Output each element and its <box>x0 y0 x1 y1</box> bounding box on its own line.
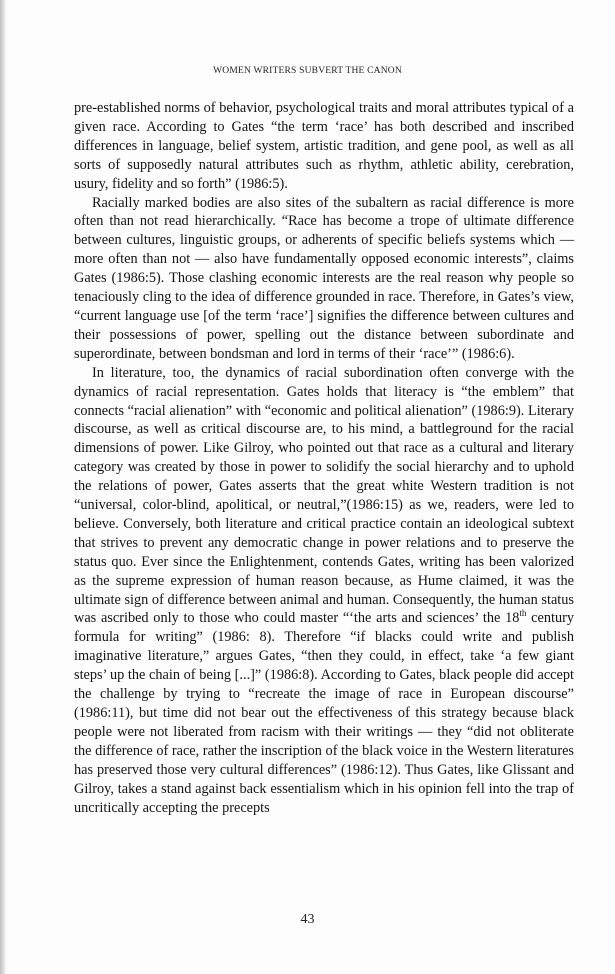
ordinal-suffix: th <box>519 608 527 619</box>
paragraph-3 <box>74 364 574 818</box>
paragraph-1: pre-established norms of behavior, psychological traits and moral attributes typical of a given race. According to Gates “the term ‘race’ has both described and inscribed differences in language, belief system, artistic tradition, and gene pool, as well as all sorts of supposedly natural attributes such as rhythm, athletic ability, cerebration, usury, fidelity and so forth” (1986:5). <box>74 100 574 192</box>
page-number: 43 <box>300 912 315 927</box>
paragraph-2: Racially marked bodies are also sites of the subaltern as racial difference is more often than not read hierarchically. “Race has become a trope of ultimate difference between cultures, linguistic groups, or adherents of specific beliefs systems which — more often than not — also have fundamentally opposed economic interests”, claims Gates (1986:5). Those clashing economic interests are the real reason why people so tenaciously cling to the idea of difference grounded in race. Therefore, in Gates’s view, “current language use [of the term ‘race’] signifies the difference between cultures and their possessions of power, spelling out the distance between subordinate and superordinate, between bondsman and lord in terms of their ‘race’” (1986:6). <box>74 194 574 362</box>
body-text <box>74 99 574 817</box>
running-header: WOMEN WRITERS SUBVERT THE CANON <box>213 66 402 76</box>
paragraph-3-part-b: century formula for writing” (1986: 8). Therefore “if blacks could write and publish imaginative literature,” argues Gates, “then they could, in effect, take ‘a few giant steps’ up the chain of being [...]” (1986:8). According to Gates, black people did accept the challenge by trying to “recreate the image of race in European discourse” (1986:11), but time did not bear out the effectiveness of this strategy because black people were not liberated from racism with their writings — they “did not obliterate the difference of race, rather the inscription of the black voice in the Western literatures has preserved those very cultural differences” (1986:12). Thus Gates, like Glissant and Gilroy, takes a stand against back essentialism which in his opinion fell into the trap of uncritically accepting the precepts <box>74 610 574 816</box>
paragraph-3-part-a: In literature, too, the dynamics of racial subordination often converge with the dynamics of racial representation. Gates holds that literacy is “the emblem” that connects “racial alienation” with “economic and political alienation” (1986:9). Literary discourse, as well as critical discourse are, to his mind, a battleground for the racial dimensions of power. Like Gilroy, who pointed out that race as a cultural and literary category was created by those in power to solidify the social hierarchy and to uphold the relations of power, Gates asserts that the great white Western tradition is not “universal, color-blind, apolitical, or neutral,”(1986:15) as we, readers, were led to believe. Conversely, both literature and critical practice contain an ideological subtext that strives to prevent any democratic change in power relations and to preserve the status quo. Ever since the Enlightenment, contends Gates, writing has been valorized as the supreme expression of human reason because, as Hume claimed, it was the ultimate sign of difference between animal and human. Consequently, the human status was ascribed only to those who could master “‘the arts and sciences’ the 18 <box>74 364 574 627</box>
book-spine-shadow <box>0 0 7 974</box>
